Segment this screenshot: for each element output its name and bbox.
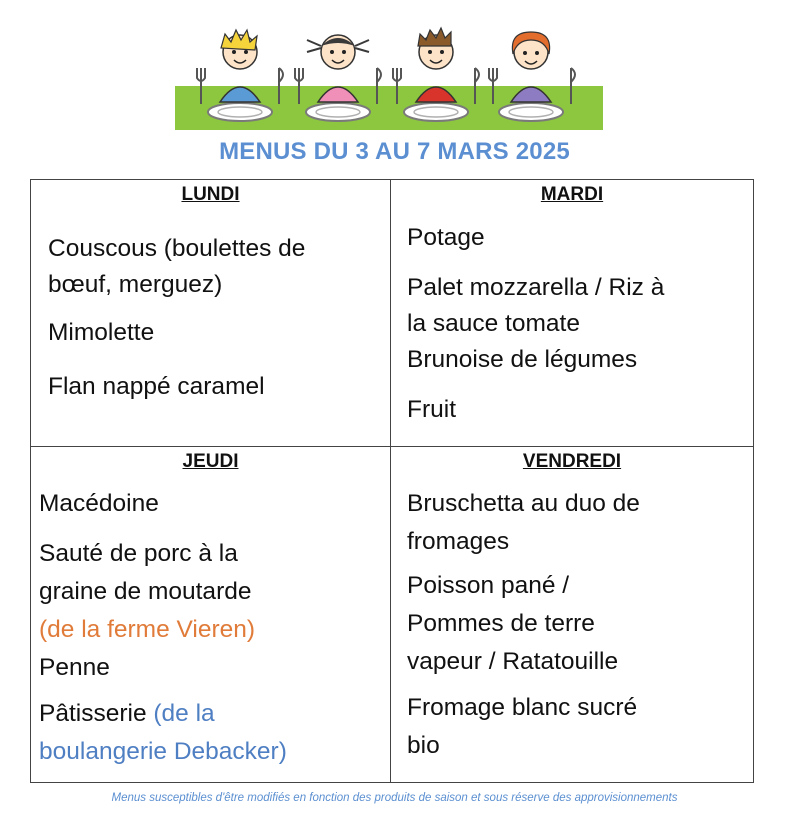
menu-item-origin: (de la: [153, 700, 215, 727]
menu-item: vapeur / Ratatouille: [407, 648, 619, 675]
menu-item: Fromage blanc sucré: [407, 694, 638, 721]
menu-item: Palet mozzarella / Riz à: [407, 274, 665, 301]
day-heading-mardi: MARDI: [540, 184, 604, 205]
menu-item: la sauce tomate: [407, 310, 580, 337]
menu-item: Brunoise de légumes: [407, 346, 638, 373]
day-cell-jeudi: [31, 447, 390, 783]
menu-item-origin: boulangerie Debacker): [39, 738, 287, 765]
menu-item: Sauté de porc à la: [39, 540, 238, 567]
menu-item: bio: [407, 732, 440, 759]
menu-item-origin: (de la ferme Vieren): [39, 616, 256, 643]
menu-item: Couscous (boulettes de: [48, 235, 306, 262]
footer-note: Menus susceptibles d'être modifiés en fonction des produits de saison et sous réserve des approvisionnements: [111, 792, 678, 804]
menu-list-jeudi: [39, 485, 287, 771]
menu-list-vendredi: [407, 485, 640, 765]
menu-item: graine de moutarde: [39, 578, 252, 605]
menu-item: Penne: [39, 654, 110, 681]
menu-item: Pommes de terre: [407, 610, 595, 637]
day-heading-vendredi: VENDREDI: [522, 451, 622, 472]
menu-item: Mimolette: [48, 319, 155, 346]
menu-item: bœuf, merguez): [48, 271, 223, 298]
menu-grid: [30, 179, 754, 783]
menu-list-mardi: [407, 220, 664, 428]
menu-item: [39, 695, 287, 733]
day-cell-vendredi: [391, 447, 753, 783]
children-eating-illustration: [175, 24, 603, 130]
menu-item: Bruschetta au duo de: [407, 490, 640, 517]
menu-item: fromages: [407, 528, 510, 555]
menu-item: Potage: [407, 224, 485, 251]
menu-item: Macédoine: [39, 490, 159, 517]
day-cell-mardi: [391, 180, 753, 446]
day-heading-lundi: LUNDI: [181, 184, 240, 205]
menu-item: Poisson pané /: [407, 572, 570, 599]
page-title: MENUS DU 3 AU 7 MARS 2025: [219, 138, 570, 165]
menu-item: Fruit: [407, 396, 456, 423]
menu-list-lundi: [48, 231, 305, 405]
day-heading-jeudi: JEUDI: [182, 451, 239, 472]
day-cell-lundi: [31, 180, 390, 446]
menu-item: Flan nappé caramel: [48, 373, 265, 400]
menu-item-text: Pâtisserie: [39, 700, 147, 727]
